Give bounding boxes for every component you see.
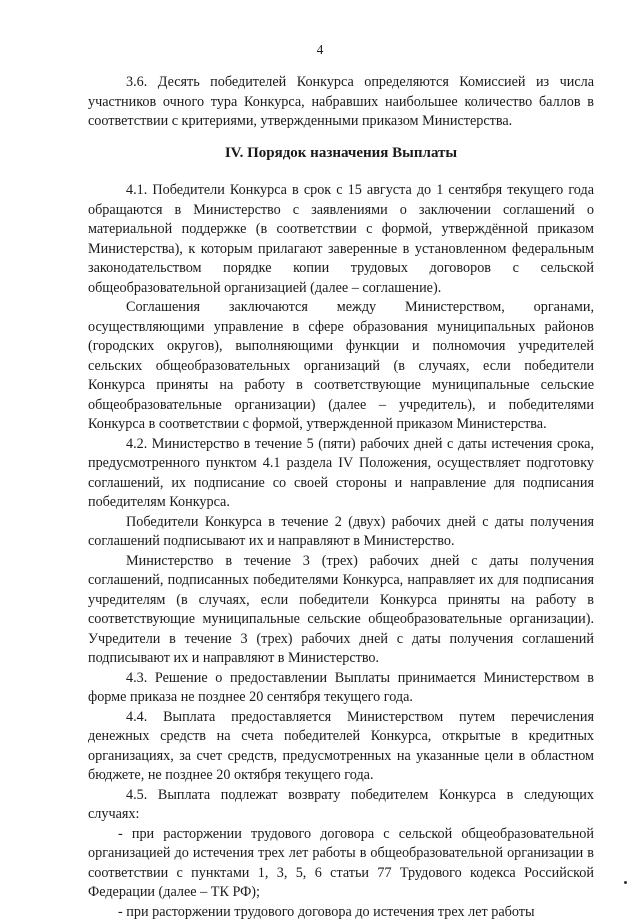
paragraph-3-6-block <box>88 73 594 132</box>
page-number: 4 <box>0 42 640 58</box>
paragraph-agreements: Соглашения заключаются между Министерством, органами, осуществляющими управление в сфере образования муниципальных районов (городских округов), выполняющими функции и полномочия учредителей сельских общеобразовательных организаций (в случаях, если победители Конкурса приняты на работу в соответствующие муниципальные сельские общеобразовательные организации) (далее – учредитель), и победителями Конкурса в соответствии с формой, утвержденной приказом Министерства. <box>88 298 594 435</box>
scan-dot <box>624 881 627 884</box>
paragraph-4-5: 4.5. Выплата подлежат возврату победителем Конкурса в следующих случаях: <box>88 786 594 825</box>
paragraph-3-6: 3.6. Десять победителей Конкурса определяются Комиссией из числа участников очного тура Конкурса, набравших наибольшее количество баллов в соответствии с критериями, утвержденными приказом Министерства. <box>88 73 594 132</box>
paragraph-4-2: 4.2. Министерство в течение 5 (пяти) рабочих дней с даты истечения срока, предусмотренного пунктом 4.1 раздела IV Положения, осуществляет подготовку соглашений, их подписание со своей стороны и направление для подписания победителям Конкурса. <box>88 435 594 513</box>
list-item-termination-2: - при расторжении трудового договора до истечения трех лет работы <box>88 903 594 922</box>
paragraph-4-3: 4.3. Решение о предоставлении Выплаты принимается Министерством в форме приказа не позднее 20 сентября текущего года. <box>88 669 594 708</box>
paragraph-4-4: 4.4. Выплата предоставляется Министерством путем перечисления денежных средств на счета победителей Конкурса, открытые в кредитных организациях, за счет средств, предусмотренных на указанные цели в областном бюджете, не позднее 20 октября текущего года. <box>88 708 594 786</box>
paragraph-ministry-sends: Министерство в течение 3 (трех) рабочих дней с даты получения соглашений, подписанных победителями Конкурса, направляет их для подписания учредителям (в случаях, если победители Конкурса приняты на работу в соответствующие муниципальные сельские общеобразовательные организации). Учредители в течение 3 (трех) рабочих дней с даты получения соглашений подписывают их и направляют в Министерство. <box>88 552 594 669</box>
section-body <box>88 181 594 922</box>
list-item-termination-1: - при расторжении трудового договора с сельской общеобразовательной организацией до истечения трех лет работы в общеобразовательной организации в соответствии с пунктами 1, 3, 5, 6 статьи 77 Трудового кодекса Российской Федерации (далее – ТК РФ); <box>88 825 594 903</box>
section-heading: IV. Порядок назначения Выплаты <box>88 145 594 162</box>
paragraph-4-1: 4.1. Победители Конкурса в срок с 15 августа до 1 сентября текущего года обращаются в Министерство с заявлениями о заключении соглашений о материальной поддержке (в соответствии с формой, утверждённой приказом Министерства), к которым прилагают заверенные в установленном федеральным законодательством порядке копии трудовых договоров с сельской общеобразовательной организацией (далее – соглашение). <box>88 181 594 298</box>
paragraph-winners-sign: Победители Конкурса в течение 2 (двух) рабочих дней с даты получения соглашений подписывают их и направляют в Министерство. <box>88 513 594 552</box>
